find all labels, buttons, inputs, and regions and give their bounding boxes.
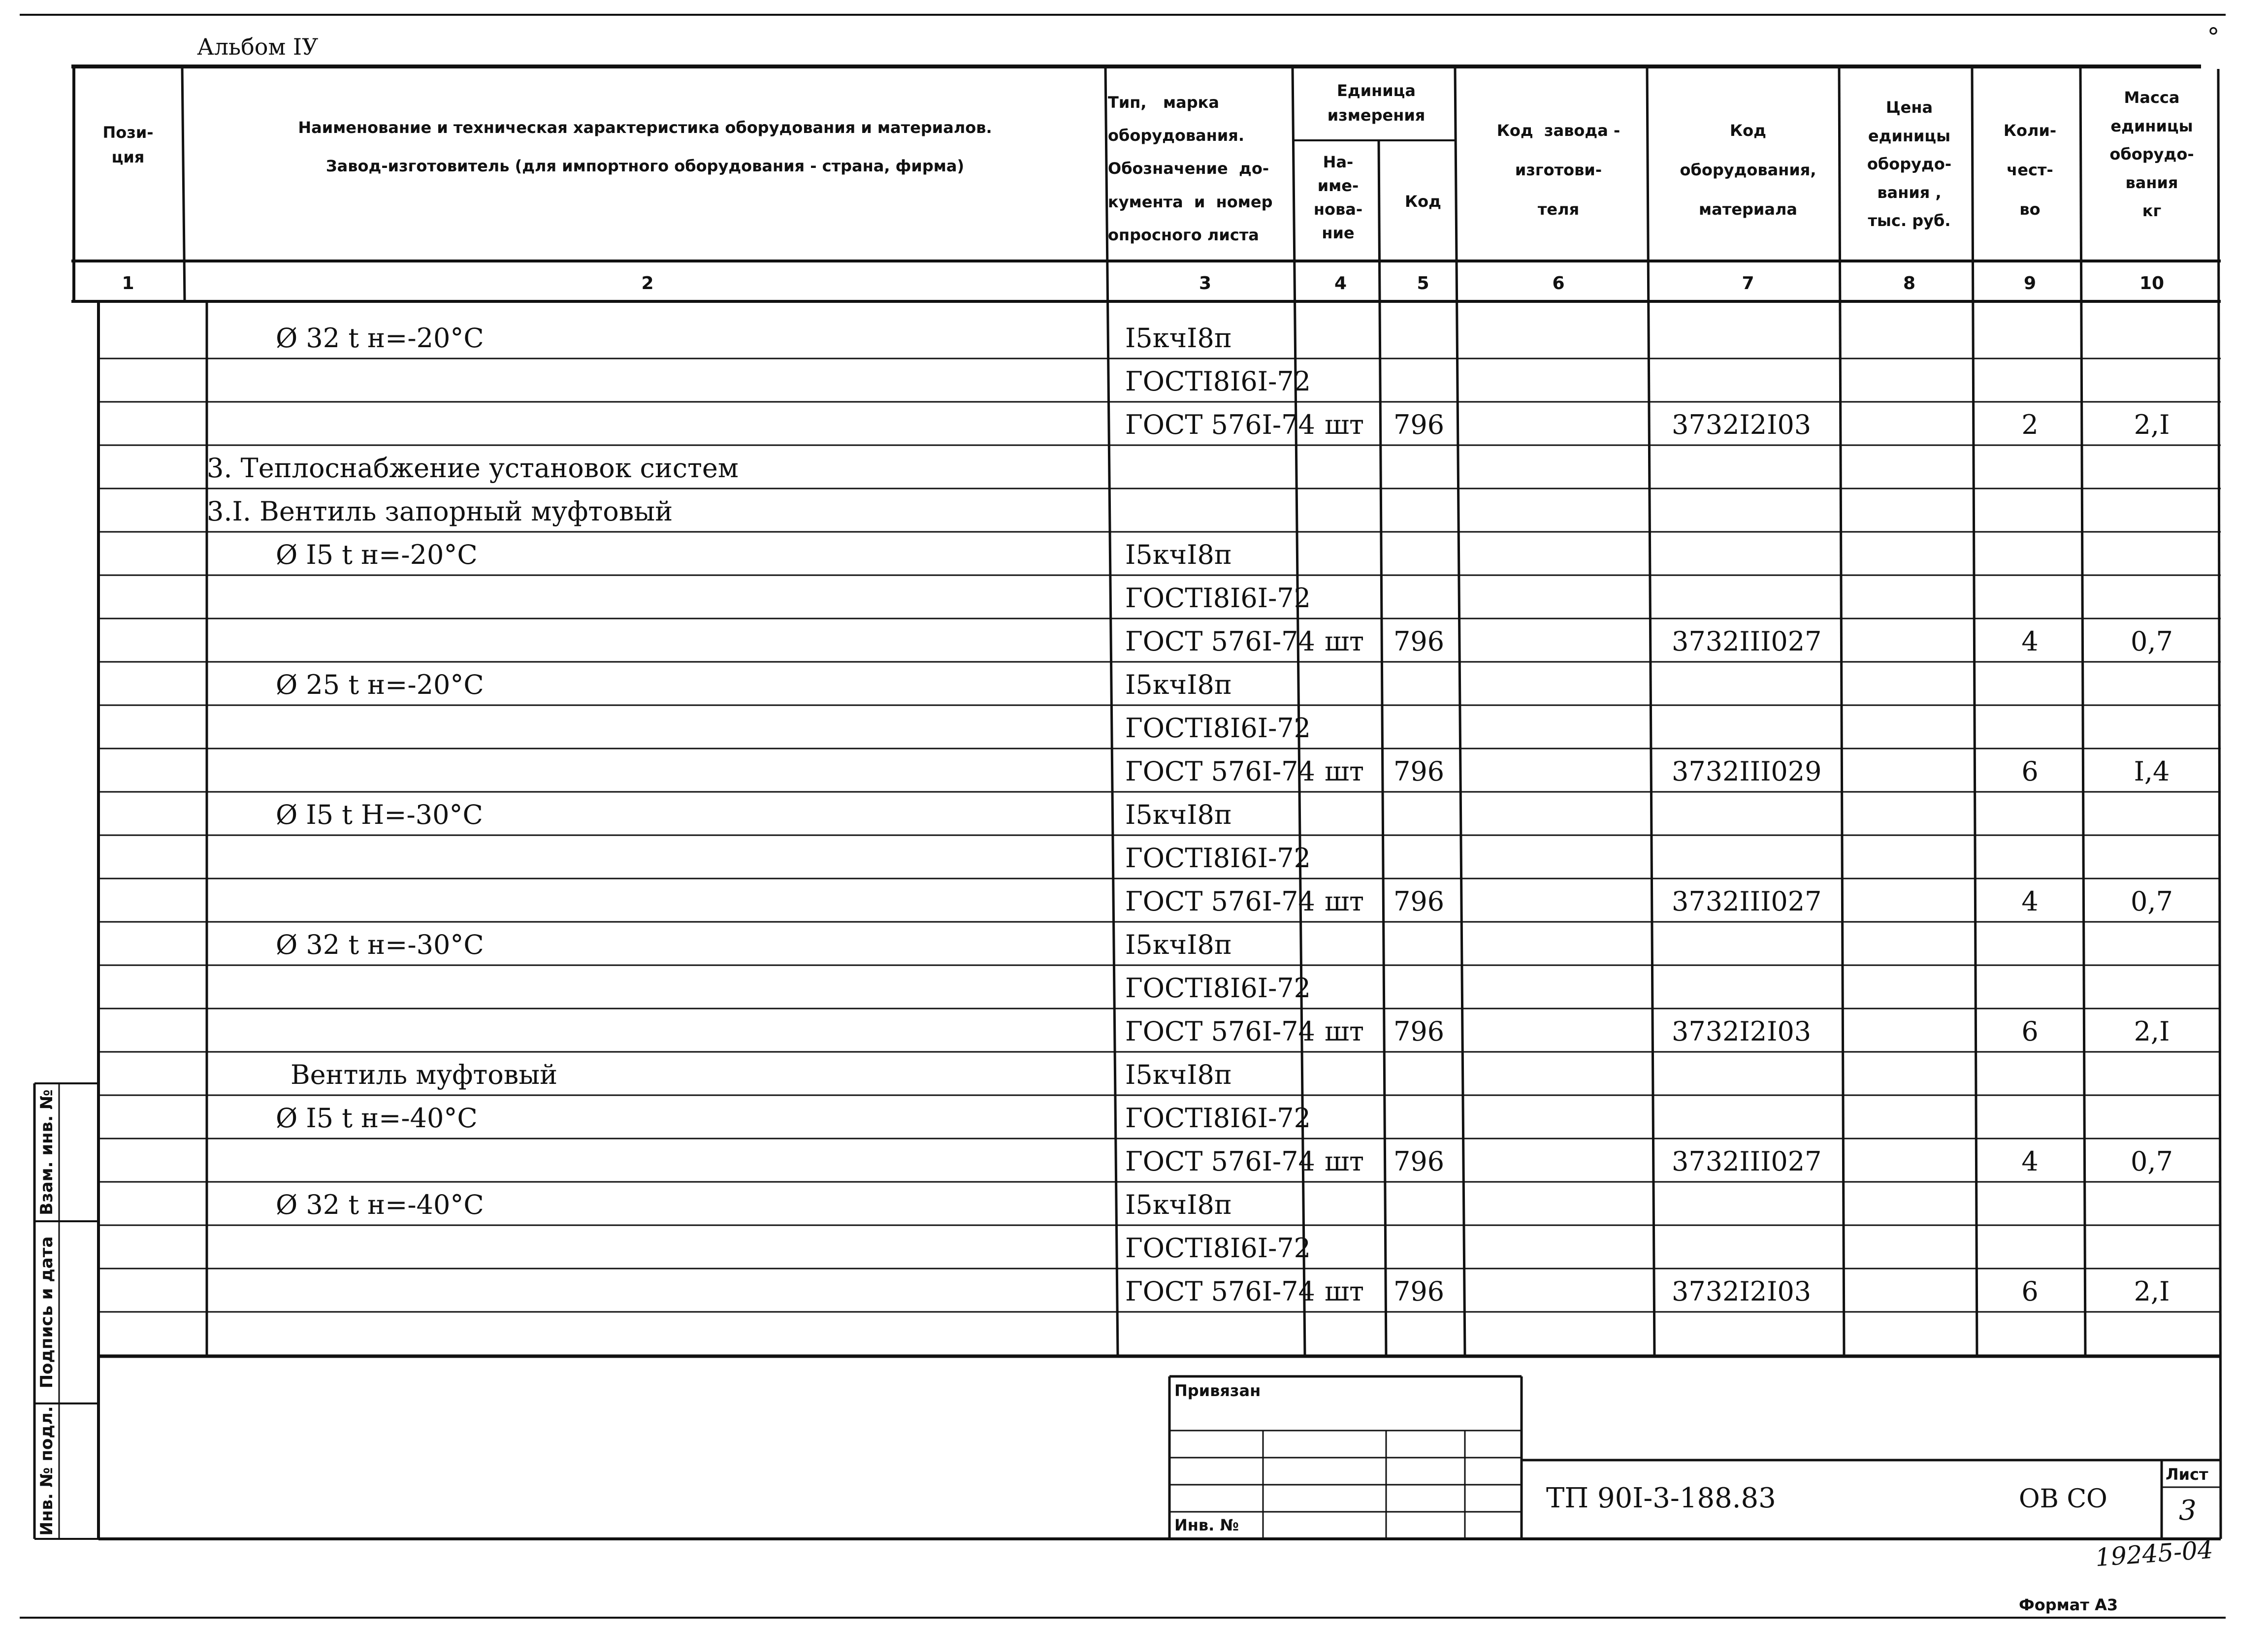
- col-header-pos: Пози- ция: [102, 123, 154, 166]
- cell-type: ГОСТ 576I-74: [1125, 626, 1315, 657]
- col-number-6: 6: [1552, 273, 1565, 293]
- cell-qty: 4: [2021, 886, 2039, 917]
- cell-name: Ø 32 t н=-20°C: [276, 323, 484, 354]
- col-number-1: 1: [122, 273, 134, 293]
- cell-name: Вентиль муфтовый: [291, 1059, 558, 1090]
- cell-code: 3732III027: [1672, 626, 1822, 657]
- cell-qty: 6: [2021, 1016, 2039, 1047]
- cell-type: I5кчI8п: [1125, 323, 1232, 354]
- cell-type: ГОСТ 576I-74: [1125, 756, 1315, 787]
- col-number-9: 9: [2023, 273, 2037, 293]
- col-number-3: 3: [1199, 273, 1212, 293]
- cell-mass: 0,7: [2131, 886, 2173, 917]
- cell-ucode: 796: [1393, 1016, 1445, 1047]
- cell-type: I5кчI8п: [1125, 669, 1232, 700]
- cell-name: Ø I5 t Н=-30°C: [276, 799, 483, 830]
- cell-unit: шт: [1324, 886, 1364, 917]
- cell-unit: шт: [1324, 756, 1364, 787]
- cell-ucode: 796: [1393, 1276, 1445, 1307]
- doc-mark: ОВ СО: [2019, 1484, 2107, 1514]
- cell-name: Ø I5 t н=-20°C: [276, 539, 478, 570]
- cell-code: 3732I2I03: [1672, 1016, 1812, 1047]
- handwritten-number: 19245-04: [2094, 1535, 2214, 1572]
- cell-name: Ø 32 t н=-30°C: [276, 929, 484, 960]
- cell-type: I5кчI8п: [1125, 1059, 1232, 1090]
- cell-ucode: 796: [1393, 1146, 1445, 1177]
- col-header-qty: Коли- чест- во: [2003, 121, 2057, 219]
- col-header-unit-code: Код: [1405, 192, 1441, 211]
- corner-mark: °: [2206, 23, 2221, 51]
- cell-type: ГОСТI8I6I-72: [1125, 583, 1311, 614]
- cell-type: I5кчI8п: [1125, 539, 1232, 570]
- cell-type: ГОСТ 576I-74: [1125, 1276, 1315, 1307]
- col-number-7: 7: [1742, 273, 1754, 293]
- cell-code: 3732III027: [1672, 1146, 1822, 1177]
- cell-type: ГОСТI8I6I-72: [1125, 1233, 1311, 1264]
- cell-mass: 2,I: [2134, 1276, 2170, 1307]
- cell-type: ГОСТI8I6I-72: [1125, 713, 1311, 744]
- cell-unit: шт: [1324, 1016, 1364, 1047]
- cell-type: ГОСТI8I6I-72: [1125, 366, 1311, 397]
- inv-no-label: Инв. №: [1174, 1516, 1239, 1534]
- cell-unit: шт: [1324, 409, 1364, 440]
- col-header-unit-name: На- име- нова- ние: [1313, 153, 1363, 242]
- cell-mass: 2,I: [2134, 409, 2170, 440]
- cell-qty: 6: [2021, 756, 2039, 787]
- col-number-10: 10: [2139, 273, 2165, 293]
- cell-type: ГОСТI8I6I-72: [1125, 973, 1311, 1004]
- album-label: Альбом IУ: [197, 33, 319, 60]
- sheet-label: Лист: [2166, 1465, 2208, 1484]
- cell-qty: 4: [2021, 1146, 2039, 1177]
- cell-qty: 4: [2021, 626, 2039, 657]
- cell-code: 3732III029: [1672, 756, 1822, 787]
- col-header-price: Цена единицы оборудо- вания , тыс. руб.: [1867, 98, 1952, 230]
- cell-mass: 0,7: [2131, 1146, 2173, 1177]
- cell-unit: шт: [1324, 1146, 1364, 1177]
- stamp-vzam-inv: Взам. инв. №: [37, 1089, 57, 1215]
- cell-name: Ø I5 t н=-40°C: [276, 1103, 478, 1134]
- cell-type: I5кчI8п: [1125, 929, 1232, 960]
- cell-code: 3732I2I03: [1672, 409, 1812, 440]
- col-header-mass: Масса единицы оборудо- вания кг: [2109, 88, 2194, 221]
- privyazan-label: Привязан: [1174, 1381, 1261, 1400]
- cell-type: ГОСТI8I6I-72: [1125, 843, 1311, 874]
- col-number-4: 4: [1334, 273, 1347, 293]
- cell-type: ГОСТI8I6I-72: [1125, 1103, 1311, 1134]
- cell-unit: шт: [1324, 1276, 1364, 1307]
- cell-qty: 6: [2021, 1276, 2039, 1307]
- cell-type: ГОСТ 576I-74: [1125, 1146, 1315, 1177]
- cell-ucode: 796: [1393, 626, 1445, 657]
- col-header-maker: Код завода - изготови- теля: [1496, 121, 1620, 219]
- col-number-8: 8: [1903, 273, 1916, 293]
- cell-mass: 0,7: [2131, 626, 2173, 657]
- cell-ucode: 796: [1393, 756, 1445, 787]
- cell-mass: I,4: [2134, 756, 2170, 787]
- col-header-unit: Единица измерения: [1327, 81, 1426, 125]
- col-number-2: 2: [641, 273, 654, 293]
- cell-ucode: 796: [1393, 409, 1445, 440]
- col-header-name: Наименование и техническая характеристика оборудования и материалов. Завод-изготовитель (для импортного оборудования - страна, фирма): [298, 118, 992, 175]
- stamp-inv-podl: Инв. № подл.: [37, 1406, 57, 1536]
- cell-type: I5кчI8п: [1125, 799, 1232, 830]
- cell-ucode: 796: [1393, 886, 1445, 917]
- col-number-5: 5: [1417, 273, 1429, 293]
- cell-name: 3.I. Вентиль запорный муфтовый: [207, 496, 673, 527]
- cell-name: Ø 32 t н=-40°C: [276, 1189, 484, 1220]
- cell-unit: шт: [1324, 626, 1364, 657]
- cell-mass: 2,I: [2134, 1016, 2170, 1047]
- cell-code: 3732III027: [1672, 886, 1822, 917]
- col-header-code: Код оборудования, материала: [1680, 121, 1816, 219]
- col-header-type: Тип, марка оборудования. Обозначение до- кумента и номер опросного листа: [1108, 93, 1273, 244]
- cell-name: Ø 25 t н=-20°C: [276, 669, 484, 700]
- cell-type: ГОСТ 576I-74: [1125, 1016, 1315, 1047]
- stamp-podpis-data: Подпись и дата: [37, 1236, 57, 1389]
- cell-code: 3732I2I03: [1672, 1276, 1812, 1307]
- format-label: Формат А3: [2019, 1596, 2118, 1614]
- cell-type: ГОСТ 576I-74: [1125, 886, 1315, 917]
- cell-type: ГОСТ 576I-74: [1125, 409, 1315, 440]
- doc-code: ТП 90I-3-188.83: [1546, 1482, 1776, 1514]
- cell-type: I5кчI8п: [1125, 1189, 1232, 1220]
- cell-qty: 2: [2021, 409, 2039, 440]
- cell-name: 3. Теплоснабжение установок систем: [207, 453, 739, 484]
- sheet-number: 3: [2179, 1495, 2197, 1527]
